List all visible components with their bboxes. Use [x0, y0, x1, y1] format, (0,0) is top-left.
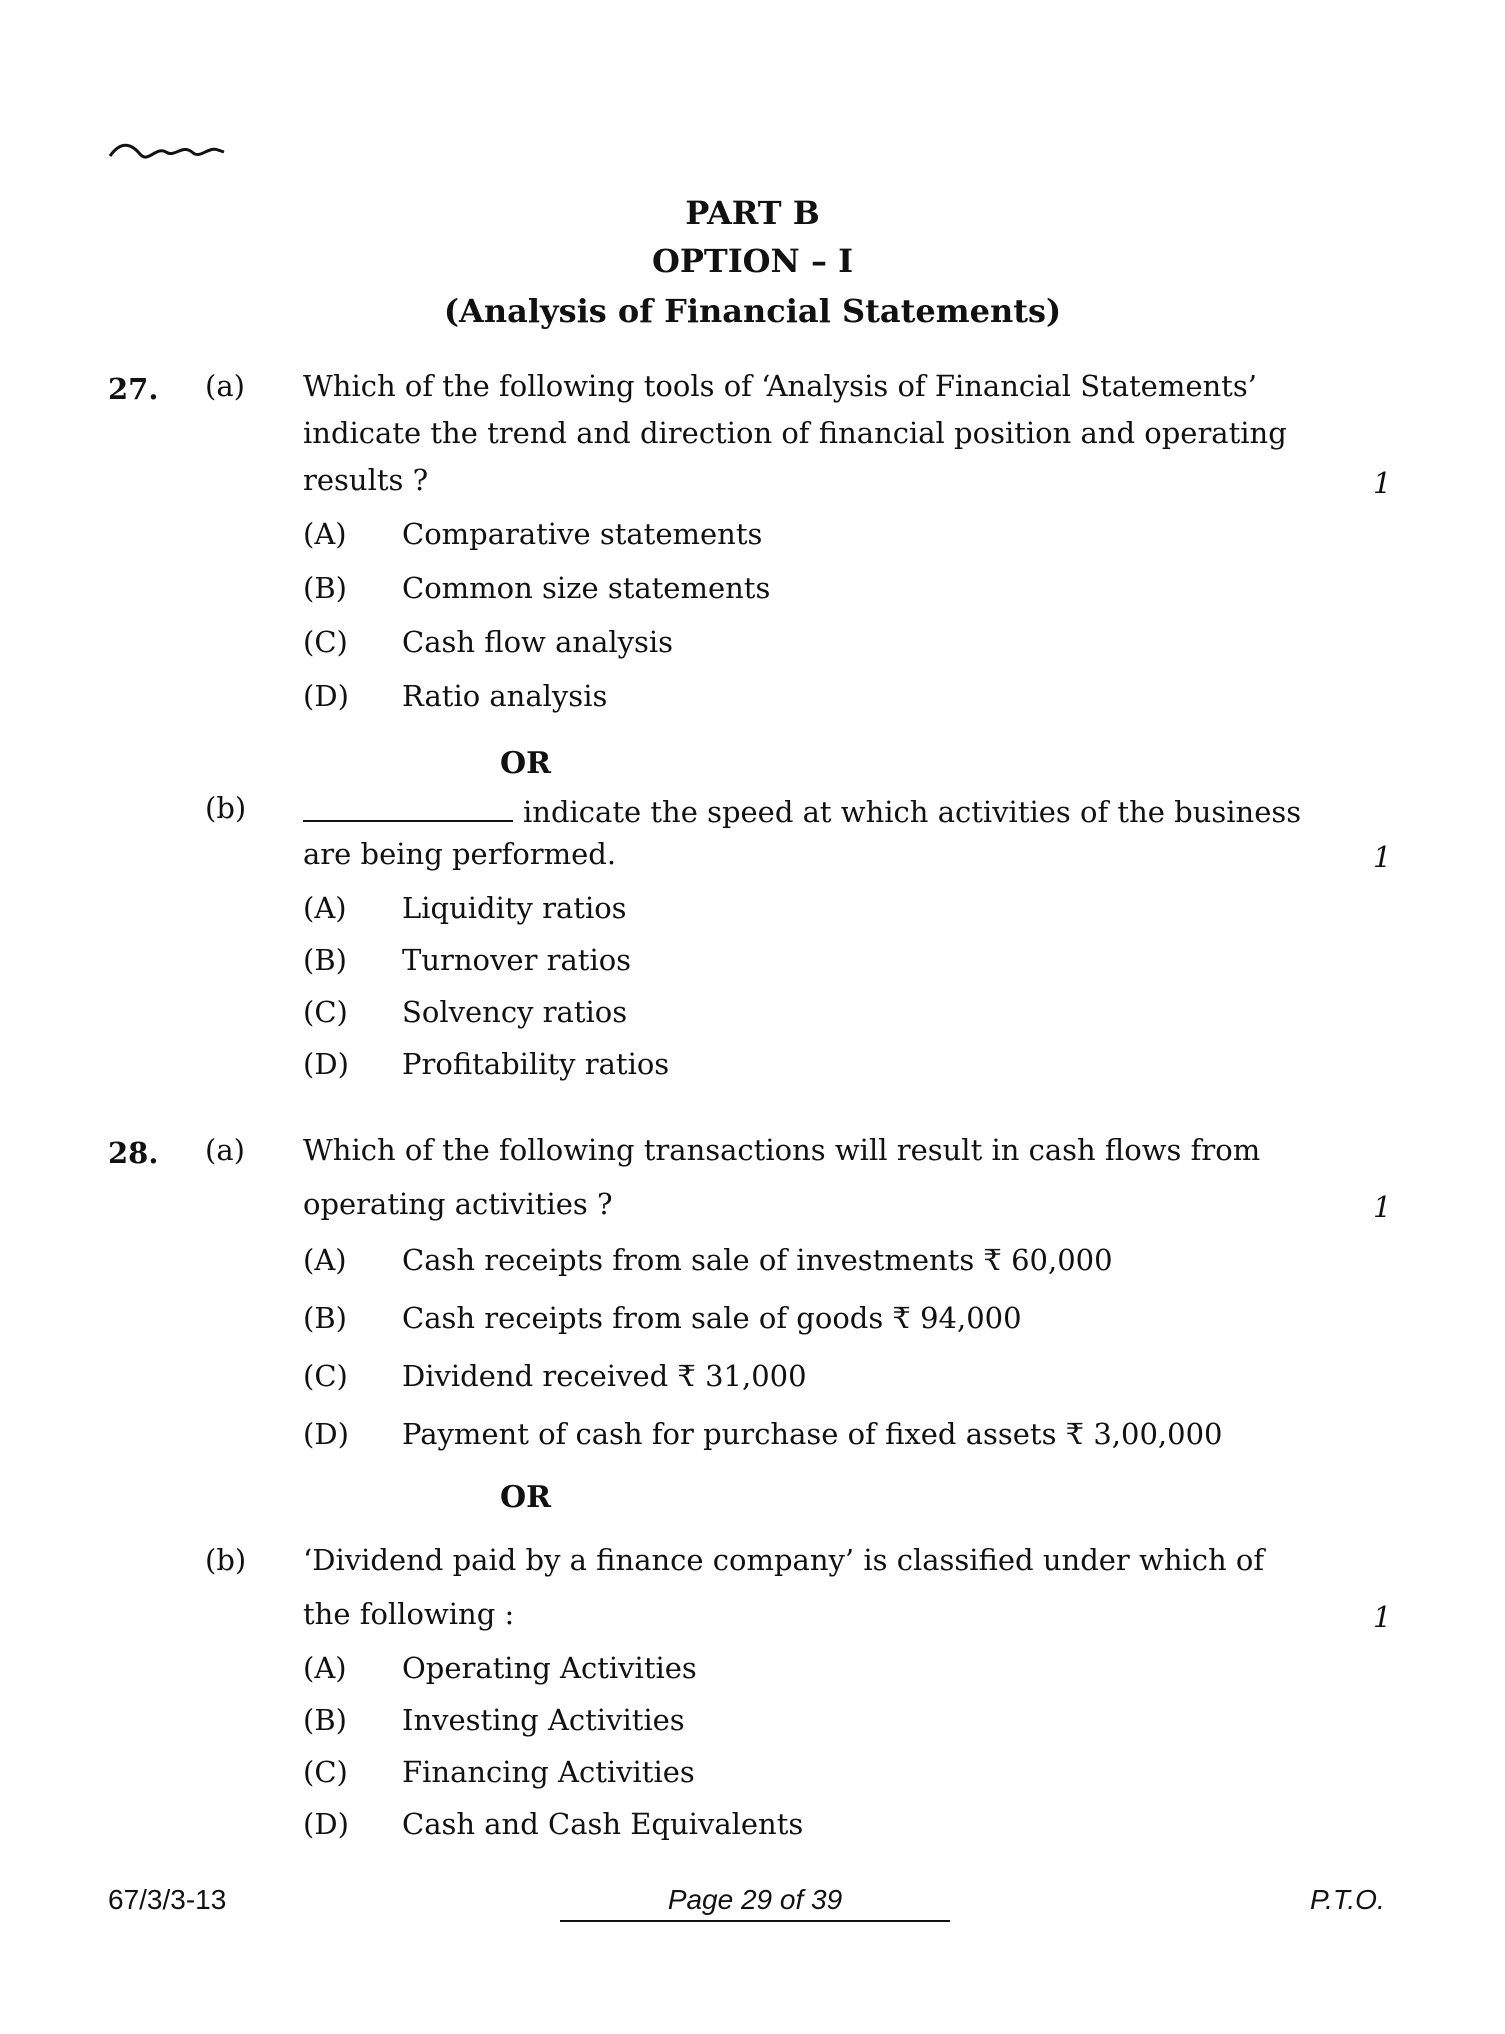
question-text: ‘Dividend paid by a finance company’ is classified under which of	[303, 1543, 1265, 1577]
option-text: Profitability ratios	[402, 1047, 670, 1081]
option-text: Comparative statements	[402, 517, 763, 551]
option-key: (D)	[303, 679, 349, 713]
question-text: are being performed.	[303, 837, 617, 871]
option-text: Cash receipts from sale of goods ₹ 94,000	[402, 1301, 1022, 1335]
question-text: results ?	[303, 463, 429, 497]
option-heading: OPTION – I	[651, 242, 854, 280]
option-text: Ratio analysis	[402, 679, 608, 713]
part-heading: PART B	[685, 194, 820, 232]
footer-underline	[560, 1920, 950, 1922]
marks: 1	[1373, 466, 1392, 500]
option-text: Cash flow analysis	[402, 625, 674, 659]
option-text: Investing Activities	[402, 1703, 685, 1737]
option-key: (D)	[303, 1417, 349, 1451]
fill-in-blank	[303, 794, 513, 822]
question-number: 27.	[108, 372, 159, 406]
pto-label: P.T.O.	[1310, 1884, 1385, 1915]
option-text: Operating Activities	[402, 1651, 697, 1685]
option-key: (B)	[303, 1301, 347, 1335]
option-text: Dividend received ₹ 31,000	[402, 1359, 807, 1393]
option-text: Solvency ratios	[402, 995, 628, 1029]
option-key: (C)	[303, 995, 348, 1029]
option-text: Cash receipts from sale of investments ₹ 60,000	[402, 1243, 1113, 1277]
page-number: Page 29 of 39	[667, 1884, 843, 1915]
question-text: the following :	[303, 1597, 515, 1631]
question-text: Which of the following tools of ‘Analysis of Financial Statements’	[303, 369, 1257, 403]
question-text: operating activities ?	[303, 1187, 613, 1221]
option-key: (A)	[303, 1651, 347, 1685]
option-text: Payment of cash for purchase of fixed assets ₹ 3,00,000	[402, 1417, 1223, 1451]
option-key: (A)	[303, 517, 347, 551]
option-key: (C)	[303, 1755, 348, 1789]
or-separator: OR	[500, 1480, 552, 1515]
option-key: (B)	[303, 571, 347, 605]
option-key: (A)	[303, 891, 347, 925]
option-key: (D)	[303, 1807, 349, 1841]
part-label: (b)	[205, 1543, 247, 1577]
marks: 1	[1373, 1190, 1392, 1224]
option-text: Turnover ratios	[402, 943, 632, 977]
option-key: (D)	[303, 1047, 349, 1081]
option-text: Common size statements	[402, 571, 771, 605]
paper-code: 67/3/3-13	[108, 1884, 227, 1915]
marks: 1	[1373, 1600, 1392, 1634]
option-key: (C)	[303, 625, 348, 659]
option-key: (B)	[303, 1703, 347, 1737]
section-subtitle: (Analysis of Financial Statements)	[443, 292, 1062, 330]
part-label: (b)	[205, 791, 247, 825]
option-text: Liquidity ratios	[402, 891, 627, 925]
question-number: 28.	[108, 1136, 159, 1170]
question-text: indicate the speed at which activities of the business	[303, 794, 1301, 827]
squiggle-mark	[108, 138, 228, 168]
marks: 1	[1373, 840, 1392, 874]
question-text: indicate the trend and direction of financial position and operating	[303, 416, 1287, 450]
part-label: (a)	[205, 1133, 245, 1167]
part-label: (a)	[205, 369, 245, 403]
option-text: Financing Activities	[402, 1755, 695, 1789]
option-key: (B)	[303, 943, 347, 977]
or-separator: OR	[500, 746, 552, 781]
option-key: (A)	[303, 1243, 347, 1277]
option-key: (C)	[303, 1359, 348, 1393]
option-text: Cash and Cash Equivalents	[402, 1807, 804, 1841]
question-text: Which of the following transactions will result in cash flows from	[303, 1133, 1261, 1167]
